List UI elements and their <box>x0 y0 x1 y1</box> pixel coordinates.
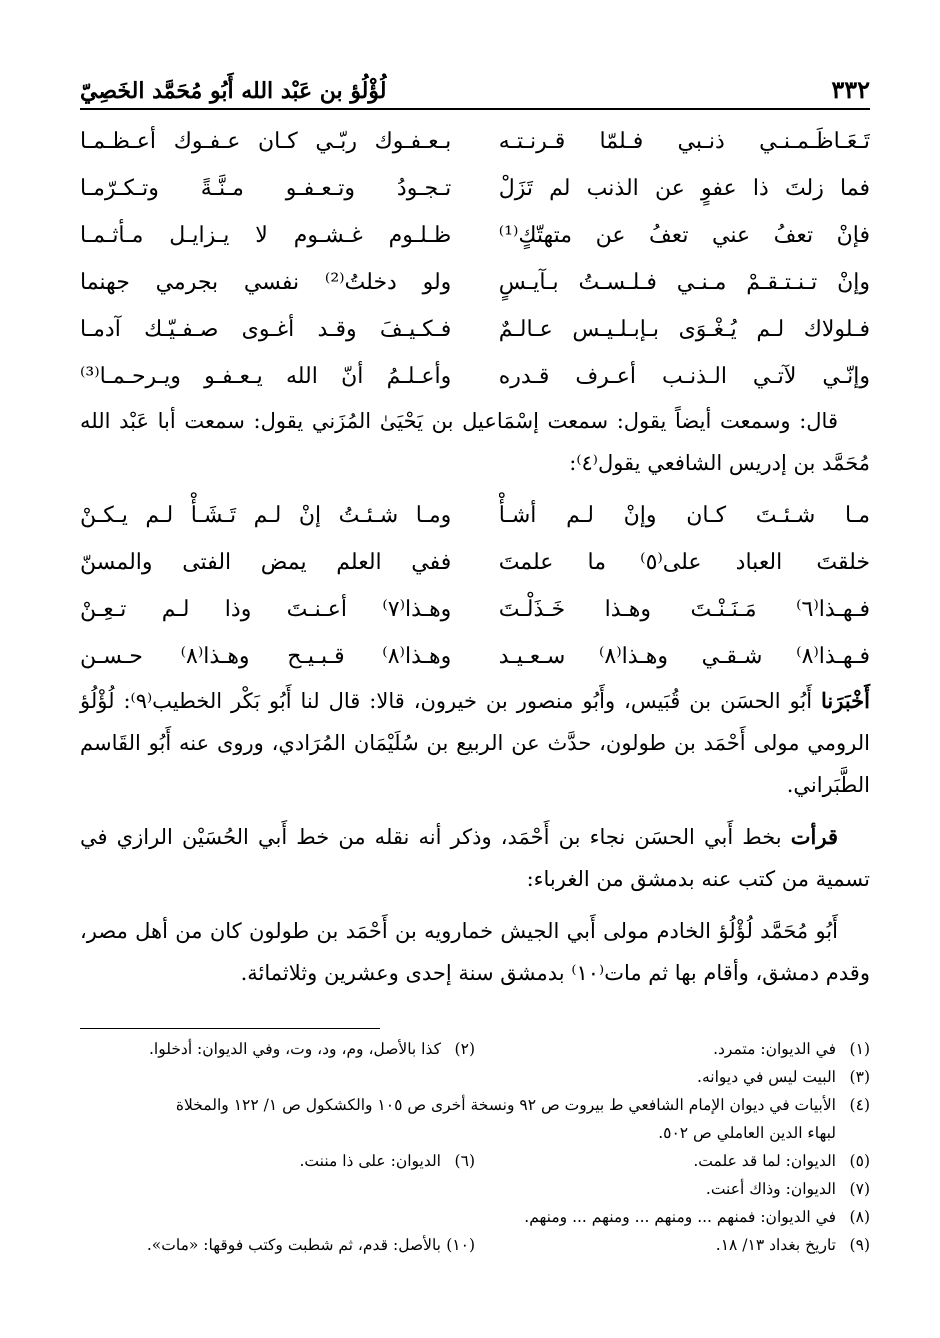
verse-second-hemistich: ففي العلم يمض الفتى والمسنّ <box>80 550 452 575</box>
verse-first-hemistich: خلقتَ العباد على⁽٥⁾ ما علمتَ <box>498 550 870 575</box>
verse-second-hemistich: وهـذا⁽٨⁾ قـبـيـح وهـذا⁽٨⁾ حـسـن <box>80 644 452 669</box>
verse-first-hemistich: فـلولاك لـم يُـغْـوَى بـإبـلـيـس عـالـمٌ <box>498 317 870 342</box>
verse-first-hemistich: تَـعَـاظَـمـنـي ذنـبي فـلمّا قـرنـتـه <box>498 129 870 154</box>
verse-second-hemistich: فـكـيـفَ وقـد أغـوى صـفـيّـك آدمـا <box>80 317 452 342</box>
footnote-item <box>80 1203 870 1231</box>
verse-row <box>80 492 870 539</box>
footnote-number: (٨) <box>849 1208 870 1226</box>
verse-row <box>80 306 870 353</box>
verse-second-hemistich: ظـلـوم غـشـوم لا يـزايـل مـأثـمـا <box>80 223 452 248</box>
footnote-item <box>475 1035 870 1063</box>
verse-first-hemistich: فـهـذا⁽٦⁾ مَـنَـنْـتَ وهـذا خَـذَلْـتَ <box>498 597 870 622</box>
footnote-text: كذا بالأصل، وم، ود، وت، وفي الديوان: أدخلوا. <box>148 1040 441 1058</box>
verse-first-hemistich: وإنّـي لآتـي الـذنـب أعـرف قـدره <box>498 364 870 389</box>
verse-second-hemistich: ومـا شـئـتُ إنْ لـم تَـشَـأْ لـم يـكـنْ <box>80 503 452 528</box>
poem-first <box>80 118 870 400</box>
footnote-number: (٣) <box>849 1068 870 1086</box>
paragraph-lead-word: أَخْبَرَنا <box>821 688 870 713</box>
footnote-number: (١٠) <box>446 1236 475 1254</box>
verse-first-hemistich: فـهـذا⁽٨⁾ شـقـي وهـذا⁽٨⁾ سـعـيـد <box>498 644 870 669</box>
paragraph-qarat <box>80 816 870 900</box>
running-title: لُؤْلُؤ بن عَبْد الله أَبُو مُحَمَّد الخَصِيّ <box>80 78 387 104</box>
footnote-number: (٢) <box>454 1040 475 1058</box>
footnote-text: البيت ليس في ديوانه. <box>697 1068 836 1086</box>
footnote-item <box>80 1035 475 1063</box>
footnote-text: الأبيات في ديوان الإمام الشافعي ط بيروت ص ٩٢ ونسخة أخرى ص ١٠٥ والكشكول ص ١/ ١٢٢ والمخلاة <box>175 1096 836 1114</box>
paragraph-intro: قال: وسمعت أيضاً يقول: سمعت إسْمَاعيل بن يَحْيَىٰ المُزَني يقول: سمعت أبا عَبْد الله مُحَمَّد بن إدريس الشافعي يقول⁽٤⁾: <box>80 409 870 475</box>
verse-row <box>80 118 870 165</box>
footnote-item <box>80 1147 475 1175</box>
poem-second <box>80 492 870 680</box>
verse-row <box>80 259 870 306</box>
page-number: ٣٣٢ <box>831 75 870 104</box>
verse-second-hemistich: وهـذا⁽٧⁾ أعـنـتَ وذا لـم تـعِـنْ <box>80 597 452 622</box>
footnote-continuation: لبهاء الدين العاملي ص ٥٠٢. <box>658 1124 836 1142</box>
footnote-item <box>475 1231 870 1259</box>
verse-first-hemistich: فما زلتَ ذا عفوٍ عن الذنب لم تَزَلْ <box>498 176 870 201</box>
verse-first-hemistich: وإنْ تـنـتـقـمْ مـنـي فـلـسـتُ بـآيـسٍ <box>498 270 870 295</box>
footnote-text: في الديوان: فمنهم ... ومنهم ... ومنهم ... ومنهم. <box>524 1208 836 1226</box>
verse-row <box>80 353 870 400</box>
footnote-text: الديوان: لما قد علمت. <box>693 1152 836 1170</box>
footnote-text: تاريخ بغداد ١٣/ ١٨. <box>715 1236 836 1254</box>
footnote-item <box>80 1063 870 1091</box>
paragraph-body: أَبُو الحسَن بن قُبَيس، وأَبُو منصور بن خيرون، قالا: قال لنا أَبُو بَكْر الخطيب⁽٩⁾: لُؤْلُؤ الرومي مولى أَحْمَد بن طولون، حدَّث عن الربيع بن سُلَيْمَان المُرَادي، وروى عنه أَبُو القَاسم الطَّبَراني. <box>80 689 870 797</box>
verse-second-hemistich: وأعـلـمُ أنّ الله يـعـفـو ويـرحـمـا⁽³⁾ <box>80 364 452 389</box>
footnote-item <box>80 1091 870 1119</box>
footnote-text: الديوان: على ذا مننت. <box>299 1152 441 1170</box>
verse-row <box>80 539 870 586</box>
verse-first-hemistich: مـا شـئـتَ كـان وإنْ لـم أشـأْ <box>498 503 870 528</box>
footnote-divider <box>80 1028 380 1029</box>
footnote-item <box>80 1175 870 1203</box>
verse-first-hemistich: فإنْ تعفُ عني تعفُ عن متهتّكٍ⁽¹⁾ <box>498 223 870 248</box>
footnotes <box>80 1035 870 1259</box>
verse-row <box>80 212 870 259</box>
verse-second-hemistich: ولو دخلتُ⁽²⁾ نفسي بجرمي جهنما <box>80 270 452 295</box>
verse-row <box>80 586 870 633</box>
verse-second-hemistich: تـجـودُ وتـعـفـو مـنَّـةً وتـكـرّمـا <box>80 176 452 201</box>
footnote-number: (٥) <box>849 1152 870 1170</box>
footnote-text: بالأصل: قدم، ثم شطبت وكتب فوقها: «مات». <box>146 1236 441 1254</box>
footnote-number: (٦) <box>454 1152 475 1170</box>
footnote-number: (١) <box>849 1040 870 1058</box>
paragraph-biography: أَبُو مُحَمَّد لُؤْلُؤ الخادم مولى أَبي الجيش خمارويه بن أَحْمَد بن طولون كان من أهل مصر، وقدم دمشق، وأقام بها ثم مات⁽١٠⁾ بدمشق سنة إحدى وعشرين وثلاثمائة. <box>80 919 870 985</box>
verse-row <box>80 165 870 212</box>
footnote-number: (٤) <box>849 1096 870 1114</box>
footnote-item <box>80 1231 475 1259</box>
footnote-text: في الديوان: متمرد. <box>713 1040 836 1058</box>
footnote-number: (٩) <box>849 1236 870 1254</box>
paragraph-akhbarana <box>80 680 870 806</box>
footnote-item <box>475 1147 870 1175</box>
verse-second-hemistich: بـعـفـوك ربّـي كـان عـفـوك أعـظـمـا <box>80 129 452 154</box>
page-header <box>80 60 870 110</box>
verse-row <box>80 633 870 680</box>
paragraph-body: بخط أَبي الحسَن نجاء بن أَحْمَد، وذكر أنه نقله من خط أَبي الحُسَيْن الرازي في تسمية من كتب عنه بدمشق من الغرباء: <box>80 825 870 891</box>
paragraph-lead-word: قرأت <box>790 824 838 849</box>
footnote-text: الديوان: وذاك أعنت. <box>705 1180 836 1198</box>
footnote-number: (٧) <box>849 1180 870 1198</box>
